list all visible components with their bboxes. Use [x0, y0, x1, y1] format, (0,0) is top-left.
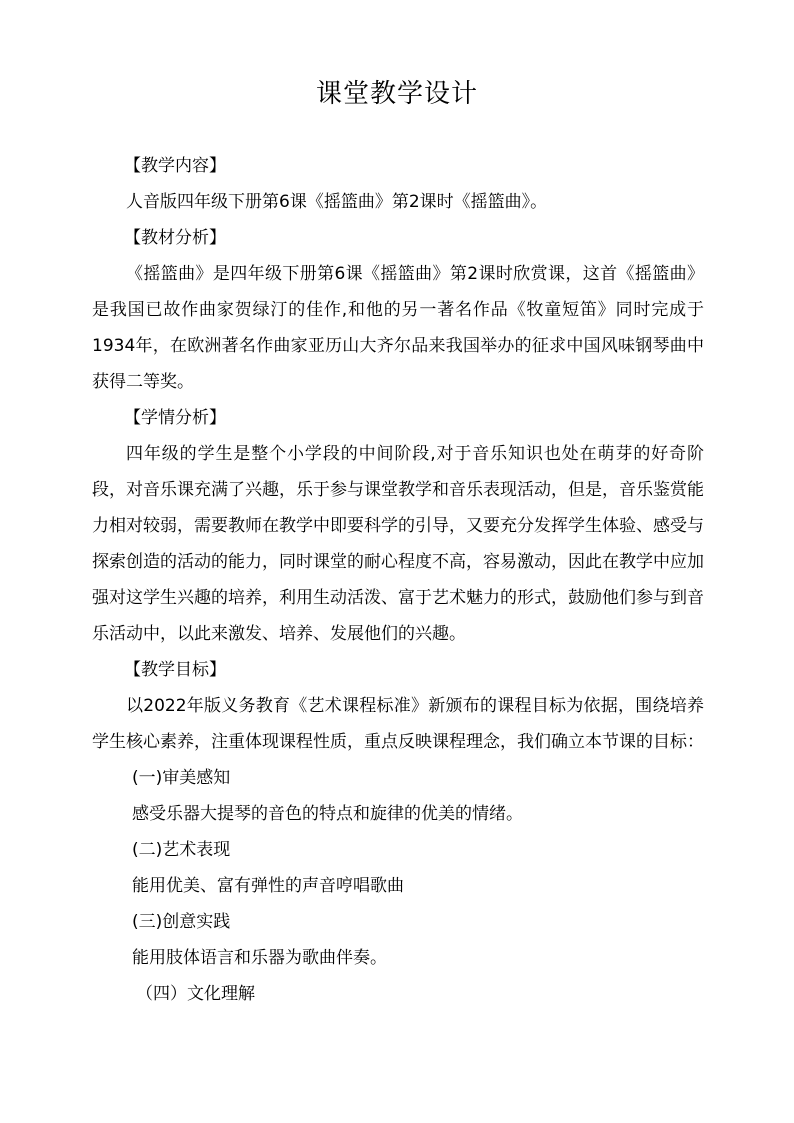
- page-title: 课堂教学设计: [315, 79, 478, 109]
- goal-1-title: (一)审美感知: [132, 768, 231, 788]
- document-body: [92, 148, 704, 1012]
- heading-teaching-content: 【教学内容】: [124, 156, 226, 176]
- heading-material-analysis: 【教材分析】: [124, 228, 226, 248]
- goal-2-text: 能用优美、富有弹性的声音哼唱歌曲: [132, 876, 404, 896]
- paragraph-teaching-content: 人音版四年级下册第6课《摇篮曲》第2课时《摇篮曲》。: [126, 192, 548, 212]
- heading-teaching-goals: 【教学目标】: [124, 660, 226, 680]
- paragraph-student-analysis: 四年级的学生是整个小学段的中间阶段,对于音乐知识也处在萌芽的好奇阶段，对音乐课充满了兴趣，乐于参与课堂教学和音乐表现活动，但是，音乐鉴赏能力相对较弱，需要教师在教学中即要科学的引导，又要充分发挥学生体验、感受与探索创造的活动的能力，同时课堂的耐心程度不高，容易激动，因此在教学中应加强对这学生兴趣的培养，利用生动活泼、富于艺术魅力的形式，鼓励他们参与到音乐活动中，以此来激发、培养、发展他们的兴趣。: [92, 444, 704, 644]
- goal-3-text: 能用肢体语言和乐器为歌曲伴奏。: [132, 948, 387, 968]
- goal-1-text: 感受乐器大提琴的音色的特点和旋律的优美的情绪。: [132, 804, 523, 824]
- heading-student-analysis: 【学情分析】: [124, 408, 226, 428]
- paragraph-teaching-goals: 以2022年版义务教育《艺术课程标准》新颁布的课程目标为依据，围绕培养学生核心素养，注重体现课程性质，重点反映课程理念，我们确立本节课的目标：: [92, 696, 704, 752]
- paragraph-material-analysis: 《摇篮曲》是四年级下册第6课《摇篮曲》第2课时欣赏课，这首《摇篮曲》是我国已故作曲家贺绿汀的佳作,和他的另一著名作品《牧童短笛》同时完成于1934年，在欧洲著名作曲家亚历山大齐尔品来我国举办的征求中国风味钢琴曲中获得二等奖。: [92, 264, 704, 392]
- goal-4-title: （四）文化理解: [136, 984, 255, 1004]
- goal-3-title: (三)创意实践: [132, 912, 231, 932]
- goal-2-title: (二)艺术表现: [132, 840, 231, 860]
